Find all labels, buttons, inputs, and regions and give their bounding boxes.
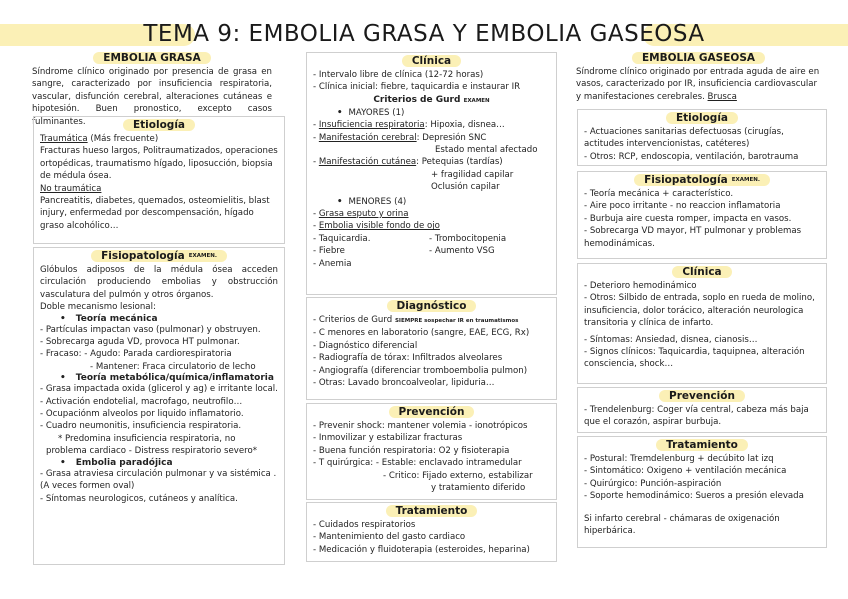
etiologia-grasa-box <box>33 116 285 244</box>
prevencion-gaseosa-box <box>577 387 827 433</box>
embolia-paradojica-title: • Embolia paradójica <box>40 458 278 468</box>
grasa-esputo: - Grasa esputo y orina <box>313 209 409 220</box>
clinica-grasa-box <box>306 52 557 295</box>
menores-row: - Taquicardia. - Trombocitopenia <box>313 233 507 244</box>
metabolica-note: problema cardiaco - Distress respiratorio severo* <box>46 446 258 457</box>
etiologia-gaseosa-line: - Otros: RCP, endoscopia, ventilación, barotrauma <box>584 151 799 162</box>
metabolica-line: - Activación endotelial, macrofago, neutrofilo… <box>40 396 243 407</box>
etiologia-gaseosa-line: - Actuaciones sanitarias defectuosas (cirugías, actitudes intervencionistas, catéteres) <box>584 127 784 150</box>
manifestacion-cutanea: - Manifestación cutánea: Petequias (tardías) <box>313 157 503 168</box>
manifestacion-cerebral-2: Estado mental afectado <box>435 145 538 156</box>
no-traumatica-text: Pancreatitis, diabetes, quemados, osteomielitis, blast injury, enfermedad por descompensación, hígado graso alcohólico… <box>40 196 270 231</box>
diagnostico-line: - Criterios de Gurd SIEMPRE sospechar IR en traumatismos <box>313 315 519 325</box>
metabolica-line: - Grasa impactada oxida (glicerol y ag) e irritante local. <box>40 384 278 395</box>
etiologia-grasa-header: Etiología <box>123 119 195 131</box>
fisiopatologia-gaseosa-line: - Teoría mecánica + característico. <box>584 189 734 199</box>
tratamiento-line: - Cuidados respiratorios <box>313 520 416 530</box>
embolia-gaseosa-header: EMBOLIA GASEOSA <box>632 52 765 64</box>
manifestacion-cutanea-3: Oclusión capilar <box>431 182 500 193</box>
manifestacion-cutanea-2: + fragilidad capilar <box>431 169 514 180</box>
clinica-gaseosa-box <box>577 263 827 384</box>
examen-tag: EXAMEN <box>463 97 490 104</box>
fisiopatologia-gaseosa-line: - Aire poco irritante - no reaccion inflamatoria <box>584 201 781 212</box>
prevencion-grasa-box <box>306 403 557 500</box>
diagnostico-line: - Radiografía de tórax: Infiltrados alveolares <box>313 353 503 364</box>
prevencion-line: - Inmovilizar y estabilizar fracturas <box>313 433 463 444</box>
embolia-visible: - Embolia visible fondo de ojo <box>313 221 440 232</box>
clinica-grasa-header: Clínica <box>402 55 461 67</box>
mayores-label: • MAYORES (1) <box>337 107 405 118</box>
prevencion-line: y tratamiento diferido <box>431 483 526 494</box>
diagnostico-line: - Otras: Lavado broncoalveolar, lipiduria… <box>313 378 495 389</box>
clinica-gaseosa-line: - Otros: Silbido de entrada, soplo en rueda de molino, insuficiencia, dolor torácico, alteración neurologica transitoria y clínica de infarto. <box>584 293 815 329</box>
tratamiento-gaseosa-line: - Postural: Tremdelenburg + decúbito lat izq <box>584 454 774 464</box>
criterios-gurd-title: Criterios de Gurd EXAMEN <box>373 94 490 105</box>
clinica-gaseosa-line: - Síntomas: Ansiedad, disnea, cianosis… <box>584 334 758 345</box>
traumatica-note: (Más frecuente) <box>87 134 159 144</box>
fisiopatologia-grasa-header: Fisiopatología EXAMEN. <box>91 250 227 262</box>
clinica-gaseosa-line: - Signos clínicos: Taquicardia, taquipnea, alteración consciencia, shock… <box>584 347 805 370</box>
prevencion-line: - Critico: Fijado externo, estabilizar <box>383 470 533 481</box>
embolia-gaseosa-section <box>576 52 821 103</box>
etiologia-gaseosa-header: Etiología <box>666 112 738 124</box>
manifestacion-cerebral: - Manifestación cerebral: Depresión SNC <box>313 132 487 143</box>
insuficiencia-respiratoria: - Insuficiencia respiratoria: Hipoxia, disnea… <box>313 120 505 131</box>
fisiopatologia-grasa-box <box>33 247 285 565</box>
mecanica-line: - Fracaso: - Agudo: Parada cardiorespiratoria <box>40 349 232 360</box>
prevencion-line: - Prevenir shock: mantener volemia - ionotrópicos <box>313 421 528 431</box>
etiologia-gaseosa-box <box>577 109 827 166</box>
paradojica-line: - Síntomas neurologicos, cutáneos y analítica. <box>40 493 238 504</box>
tratamiento-gaseosa-line: - Soporte hemodinámico: Sueros a presión elevada <box>584 491 804 502</box>
prevencion-line: - Buena función respiratoria: O2 y fisioterapia <box>313 445 510 456</box>
tratamiento-grasa-box <box>306 502 557 562</box>
doble-mecanismo: Doble mecanismo lesional: <box>40 302 156 313</box>
mecanica-line: - Mantener: Fraca circulatorio de lecho <box>90 361 256 372</box>
tratamiento-gaseosa-header: Tratamiento <box>656 439 748 451</box>
examen-tag: EXAMEN. <box>188 253 217 259</box>
fisiopatologia-gaseosa-box <box>577 171 827 259</box>
tratamiento-grasa-header: Tratamiento <box>386 505 478 517</box>
fisiopatologia-gaseosa-line: - Burbuja aire cuesta romper, impacta en vasos. <box>584 213 792 224</box>
teoria-mecanica-title: • Teoría mecánica <box>40 314 278 324</box>
traumatica-text: Fracturas hueso largos, Politraumatizados, operaciones ortopédicas, traumatismo hígado, liposucción, biopsia de médula ósea. <box>40 146 278 182</box>
prevencion-gaseosa-line: - Trendelenburg: Coger vía central, cabeza más baja que el corazón, aspirar burbuja. <box>584 405 809 428</box>
no-traumatica-label: No traumática <box>40 183 102 194</box>
diagnostico-header: Diagnóstico <box>387 300 477 312</box>
diagnostico-box <box>306 297 557 400</box>
fisiopatologia-gaseosa-line: - Sobrecarga VD mayor, HT pulmonar y problemas hemodinámicas. <box>584 226 802 249</box>
metabolica-note: * Predomina insuficiencia respiratoria, no <box>58 433 236 444</box>
prevencion-grasa-header: Prevención <box>389 406 475 418</box>
tratamiento-gaseosa-box <box>577 436 827 548</box>
tratamiento-gaseosa-extra: Si infarto cerebral - chámaras de oxigenación hiperbárica. <box>584 513 780 537</box>
teoria-metabolica-title: • Teoría metabólica/química/inflamatoria <box>40 373 278 383</box>
traumatica-label: Traumática <box>40 134 88 144</box>
clinica-line: - Intervalo libre de clínica (12-72 horas) <box>313 70 484 80</box>
clinica-gaseosa-header: Clínica <box>672 266 731 278</box>
examen-tag: EXAMEN. <box>731 177 760 183</box>
siempre-tag: SIEMPRE sospechar IR en traumatismos <box>394 318 519 324</box>
diagnostico-line: - Angiografía (diferenciar tromboembolia pulmon) <box>313 365 528 376</box>
clinica-gaseosa-line: - Deterioro hemodinámico <box>584 281 697 291</box>
mecanica-line: - Sobrecarga aguda VD, provoca HT pulmonar. <box>40 337 240 348</box>
prevencion-gaseosa-header: Prevención <box>659 390 745 402</box>
tratamiento-line: - Medicación y fluidoterapia (esteroides, heparina) <box>313 544 530 555</box>
tratamiento-gaseosa-line: - Quirúrgico: Punción-aspiración <box>584 478 722 489</box>
clinica-line: - Clínica inicial: fiebre, taquicardia e instaurar IR <box>313 82 521 93</box>
fisiopatologia-gaseosa-header: Fisiopatología EXAMEN. <box>634 174 770 186</box>
diagnostico-line: - Diagnóstico diferencial <box>313 340 418 351</box>
menores-row: - Anemia <box>313 258 352 269</box>
metabolica-line: - Cuadro neumonitis, insuficiencia respiratoria. <box>40 421 242 432</box>
brusca-note: Brusca <box>707 91 737 102</box>
menores-row: - Fiebre - Aumento VSG <box>313 246 495 257</box>
embolia-grasa-definition: Síndrome clínico originado por presencia de grasa en sangre, caracterizado por insuficiencia respiratoria, vascular, disfunción cerebral, alteraciones cutáneas e hipotesión. Buen pronostico, excepto casos fulminantes. <box>32 67 272 127</box>
tratamiento-line: - Mantenimiento del gasto cardiaco <box>313 532 466 543</box>
tratamiento-gaseosa-line: - Sintomático: Oxigeno + ventilación mecánica <box>584 466 787 477</box>
page-title: TEMA 9: EMBOLIA GRASA Y EMBOLIA GASEOSA <box>143 21 705 47</box>
diagnostico-line: - C menores en laboratorio (sangre, EAE, ECG, Rx) <box>313 328 530 339</box>
menores-label: • MENORES (4) <box>337 196 407 207</box>
embolia-gaseosa-definition: Síndrome clínico originado por entrada aguda de aire en vasos, caracterizado por IR, insuficiencia cardiovascular y manifestaciones cerebrales. Brusca <box>576 67 820 102</box>
metabolica-line: - Ocupaciónm alveolos por liquido inflamatorio. <box>40 409 244 420</box>
fisiopatologia-intro: Glóbulos adiposos de la médula ósea acceden circulación produciendo embolias y obstrucción vasculatura del pulmón y otros órganos. <box>40 265 278 300</box>
prevencion-line: - T quirúrgica: - Estable: enclavado intramedular <box>313 458 522 469</box>
embolia-grasa-header: EMBOLIA GRASA <box>93 52 210 64</box>
paradojica-line: - Grasa atraviesa circulación pulmonar y va sistémica . (A veces formen oval) <box>40 468 277 492</box>
mecanica-line: - Partículas impactan vaso (pulmonar) y obstruyen. <box>40 324 261 335</box>
